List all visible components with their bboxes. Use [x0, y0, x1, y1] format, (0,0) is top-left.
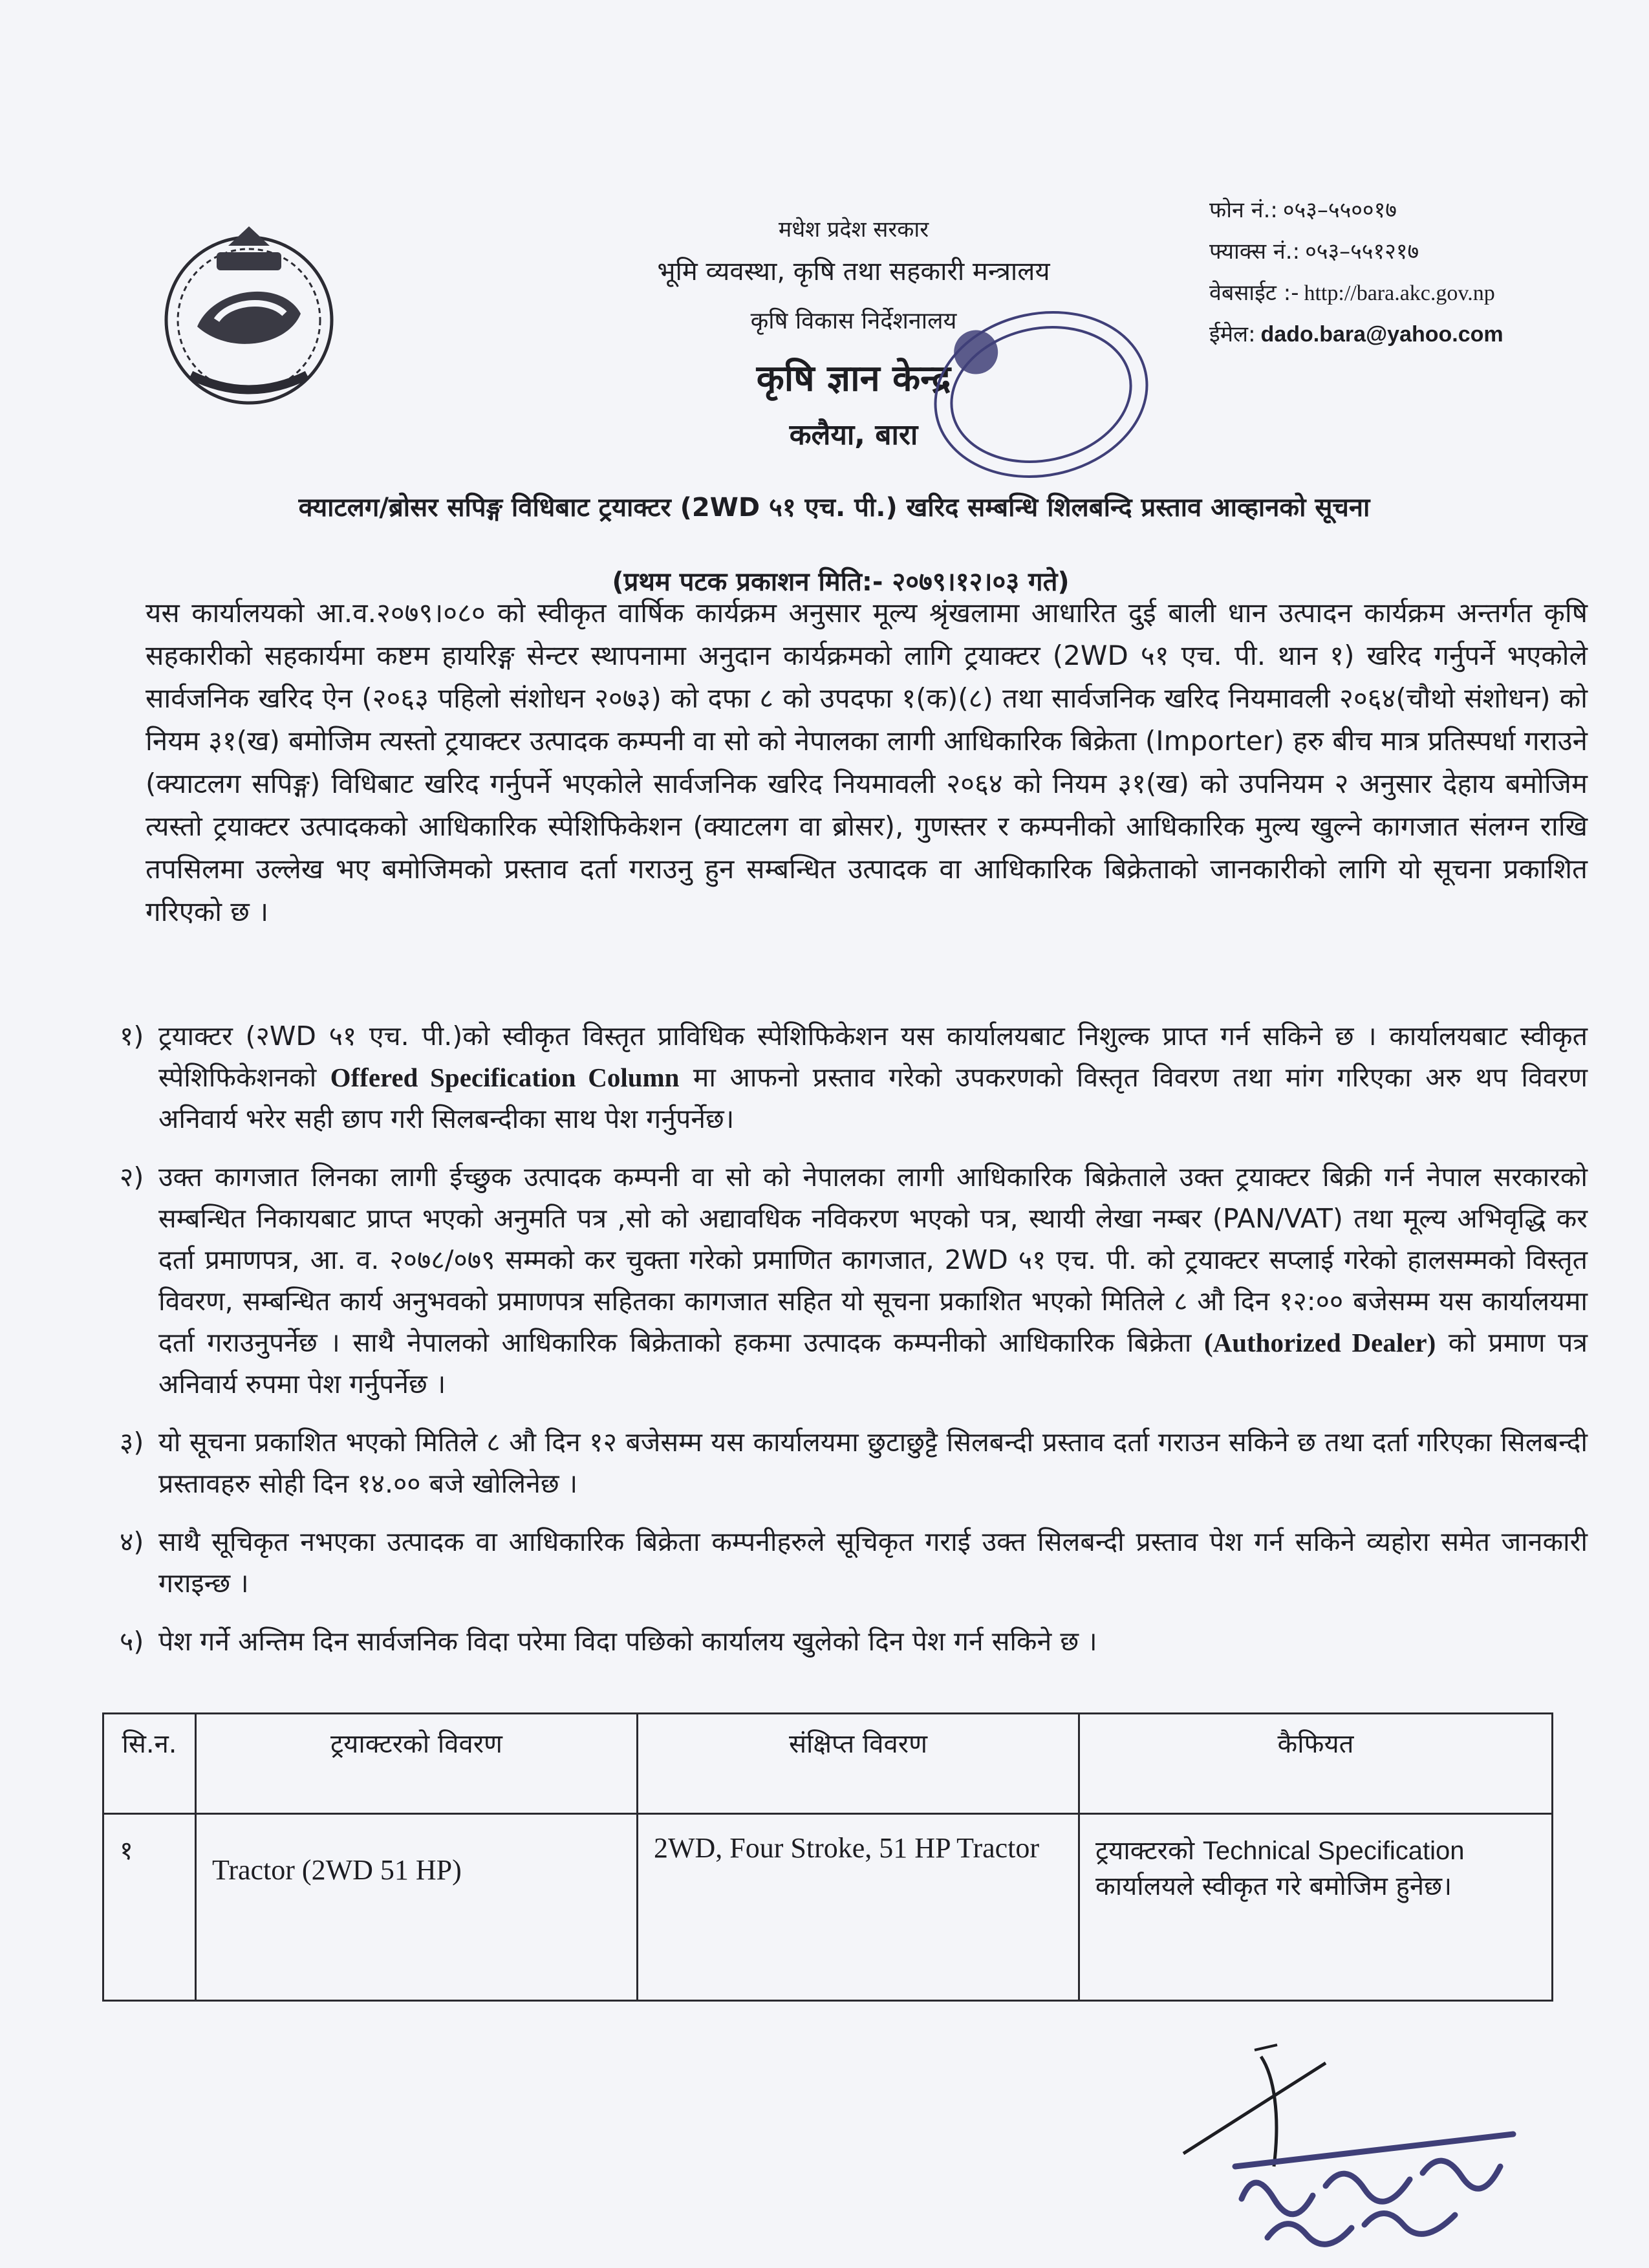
point-text: साथै सूचिकृत नभएका उत्पादक वा आधिकारिक बिक्रेता कम्पनीहरुले सूचिकृत गराई उक्त सिलबन्दी प्रस्ताव पेश गर्न सकिने व्यहोरा समेत जानकारी गराइन्छ । — [158, 1526, 1588, 1599]
fax-number: ०५३–५५१२१७ — [1305, 239, 1419, 265]
list-item — [120, 1421, 1588, 1504]
header-government: मधेश प्रदेश सरकार — [778, 217, 929, 243]
col-header-sn: सि.न. — [103, 1714, 196, 1814]
fax-row — [1209, 235, 1623, 277]
cell-sn: १ — [103, 1814, 196, 2001]
col-header-summary: संक्षिप्त विवरण — [638, 1714, 1079, 1814]
phone-number: ०५३–५५००१७ — [1282, 197, 1397, 223]
remark-english: Technical Specification — [1202, 1837, 1465, 1865]
header-location: कलैया, बारा — [789, 418, 918, 451]
notice-points — [120, 1015, 1588, 1679]
signature-icon — [1164, 2037, 1526, 2251]
point-text-end: को प्रमाण पत्र अनिवार्य रुपमा पेश गर्नुपर्नेछ । — [158, 1327, 1588, 1399]
col-header-item: ट्रयाक्टरको विवरण — [196, 1714, 638, 1814]
list-item — [120, 1015, 1588, 1139]
website-label: वेबसाईट :- — [1209, 280, 1299, 306]
remark-text-end: कार्यालयले स्वीकृत गरे बमोजिम हुनेछ। — [1095, 1872, 1452, 1901]
header-directorate: कृषि विकास निर्देशनालय — [750, 308, 957, 334]
phone-label: फोन नं.: — [1209, 197, 1278, 223]
point-text: यो सूचना प्रकाशित भएको मितिले ८ औ दिन १२ बजेसम्म यस कार्यालयमा छुटाछुट्टै सिलबन्दी प्रस्ताव दर्ता गराउन सकिने छ तथा दर्ता गरिएका सिलबन्दी प्रस्तावहरु सोही दिन १४.०० बजे खोलिनेछ । — [158, 1427, 1588, 1499]
cell-remark — [1079, 1814, 1553, 2001]
point-text: ट्रयाक्टर (२WD ५१ एच. पी.)को स्वीकृत विस्तृत प्राविधिक स्पेशिफिकेशन यस कार्यालयबाट निशुल्क प्राप्त गर्न सकिने छ । कार्यालयबाट स्वीकृत स्पेशिफिकेशनको — [158, 1021, 1588, 1093]
website-link[interactable]: http://bara.akc.gov.np — [1304, 281, 1495, 305]
email-link[interactable]: dado.bara@yahoo.com — [1260, 322, 1503, 347]
col-header-remark: कैफियत — [1079, 1714, 1553, 1814]
cell-item: Tractor (2WD 51 HP) — [196, 1814, 638, 2001]
table-row — [103, 1814, 1553, 2001]
notice-intro: यस कार्यालयको आ.व.२०७९।०८० को स्वीकृत वार्षिक कार्यक्रम अनुसार मूल्य श्रृंखलामा आधारित दुई बाली धान उत्पादन कार्यक्रम अन्तर्गत कृषि सहकारीको सहकार्यमा कष्टम हायरिङ्ग सेन्टर स्थापनामा अनुदान कार्यक्रमको लागि ट्रयाक्टर (2WD ५१ एच. पी. थान १) खरिद गर्नुपर्ने भएकोले सार्वजनिक खरिद ऐन (२०६३ पहिलो संशोधन २०७३) को दफा ८ को उपदफा १(क)(८) तथा सार्वजनिक खरिद नियमावली २०६४(चौथो संशोधन) को नियम ३१(ख) बमोजिम त्यस्तो ट्रयाक्टर उत्पादक कम्पनी वा सो को नेपालका लागी आधिकारिक बिक्रेता (Importer) हरु बीच मात्र प्रतिस्पर्धा गराउने (क्याटलग सपिङ्ग) विधिबाट खरिद गर्नुपर्ने भएकोले सार्वजनिक खरिद नियमावली २०६४ को नियम ३१(ख) को उपनियम २ अनुसार देहाय बमोजिम त्यस्तो ट्रयाक्टर उत्पादकको आधिकारिक स्पेशिफिकेशन (क्याटलग वा ब्रोसर), गुणस्तर र कम्पनीको आधिकारिक मुल्य खुल्ने कागजात संलग्न राखि तपसिलमा उल्लेख भए बमोजिमको प्रस्ताव दर्ता गराउनु हुन सम्बन्धित उत्पादक वा आधिकारिक बिक्रेताको जानकारीको लागि यो सूचना प्रकाशित गरिएको छ । — [146, 597, 1588, 927]
header-ministry: भूमि व्यवस्था, कृषि तथा सहकारी मन्त्रालय — [657, 257, 1050, 286]
point-text-end: मा आफनो प्रस्ताव गरेको उपकरणको विस्तृत विवरण तथा मांग गरिएका अरु थप विवरण अनिवार्य भरेर सही छाप गरी सिलबन्दीका साथ पेश गर्नुपर्नेछ। — [158, 1062, 1588, 1134]
email-row — [1209, 318, 1623, 360]
table-header-row — [103, 1714, 1553, 1814]
list-item — [120, 1156, 1588, 1405]
tractor-table — [102, 1712, 1553, 2002]
notice-subtitle: (प्रथम पटक प्रकाशन मिति:- २०७९।१२।०३ गते) — [612, 567, 1070, 597]
list-item — [120, 1521, 1588, 1604]
nepal-emblem-icon — [152, 217, 346, 411]
point-text: पेश गर्ने अन्तिम दिन सार्वजनिक विदा परेमा विदा पछिको कार्यालय खुलेको दिन पेश गर्न सकिने छ । — [158, 1626, 1097, 1657]
fax-label: फ्याक्स नं.: — [1209, 239, 1300, 265]
point-number: ३) — [120, 1427, 144, 1458]
website-row — [1209, 277, 1623, 318]
email-label: ईमेल: — [1209, 321, 1256, 347]
header-office: कृषि ज्ञान केन्द्र — [756, 358, 951, 400]
point-number: ५) — [120, 1626, 144, 1657]
point-emphasis: Offered Specification Column — [330, 1063, 680, 1092]
point-emphasis: (Authorized Dealer) — [1203, 1328, 1436, 1357]
list-item — [120, 1621, 1588, 1662]
point-number: २) — [120, 1161, 144, 1193]
point-text: उक्त कागजात लिनका लागी ईच्छुक उत्पादक कम्पनी वा सो को नेपालका लागी आधिकारिक बिक्रेताले उक्त ट्रयाक्टर बिक्री गर्न नेपाल सरकारको सम्बन्धित निकायबाट प्राप्त भएको अनुमति पत्र ,सो को अद्यावधिक नविकरण भएको पत्र, स्थायी लेखा नम्बर (PAN/VAT) तथा मूल्य अभिवृद्धि कर दर्ता प्रमाणपत्र, आ. व. २०७८/०७९ सम्मको कर चुक्ता गरेको प्रमाणित कागजात, 2WD ५१ एच. पी. को ट्रयाक्टर सप्लाई गरेको हालसम्मको विस्तृत विवरण, सम्बन्धित कार्य अनुभवको प्रमाणपत्र सहितका कागजात सहित यो सूचना प्रकाशित भएको मितिले ८ औ दिन १२:०० बजेसम्म यस कार्यालयमा दर्ता गराउनुपर्नेछ । साथै नेपालको आधिकारिक बिक्रेताको हकमा उत्पादक कम्पनीको आधिकारिक बिक्रेता — [158, 1161, 1588, 1358]
office-stamp-icon — [925, 294, 1158, 495]
point-number: ४) — [120, 1526, 144, 1557]
point-number: १) — [120, 1021, 144, 1052]
cell-summary: 2WD, Four Stroke, 51 HP Tractor — [638, 1814, 1079, 2001]
remark-text: ट्रयाक्टरको — [1095, 1836, 1195, 1866]
notice-title: क्याटलग/ब्रोसर सपिङ्ग विधिबाट ट्रयाक्टर (2WD ५१ एच. पी.) खरिद सम्बन्धि शिलबन्दि प्रस्ताव आव्हानको सूचना — [298, 493, 1370, 523]
contact-block — [1209, 194, 1623, 360]
phone-row — [1209, 194, 1623, 235]
